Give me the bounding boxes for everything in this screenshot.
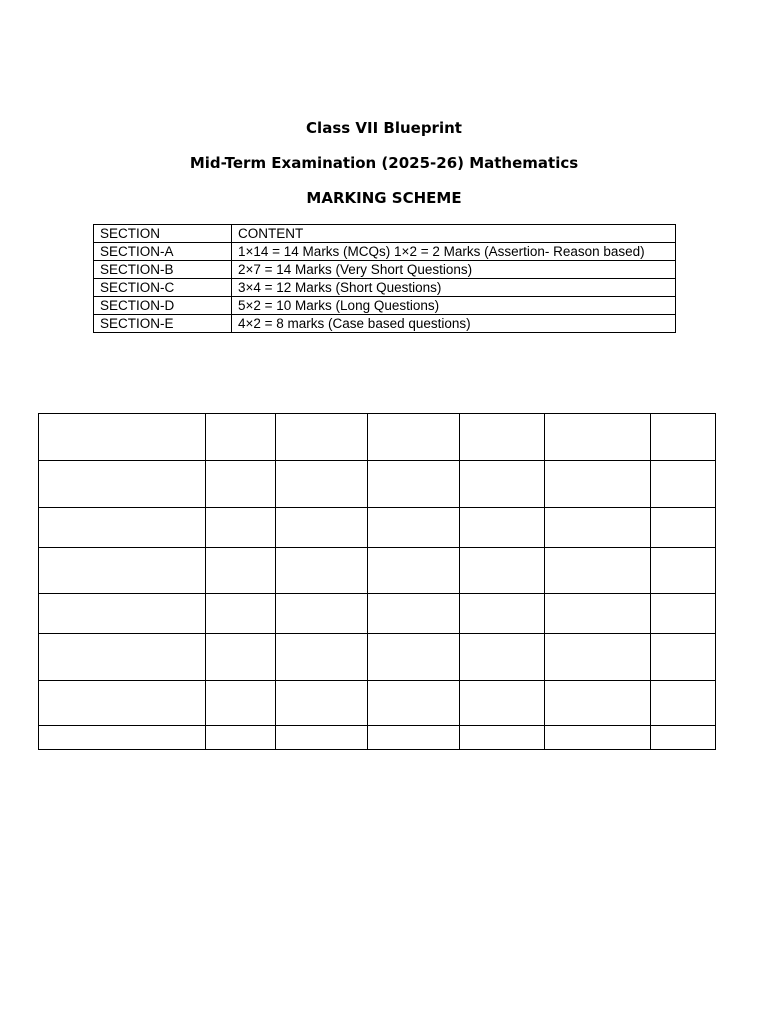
grid-cell — [460, 726, 545, 750]
grid-cell — [651, 548, 716, 594]
grid-cell — [368, 681, 460, 726]
grid-cell — [460, 594, 545, 634]
grid-cell — [39, 681, 206, 726]
grid-cell — [545, 726, 651, 750]
grid-row — [39, 681, 716, 726]
section-cell: SECTION-A — [94, 243, 232, 261]
grid-cell — [460, 548, 545, 594]
content-cell: 5×2 = 10 Marks (Long Questions) — [232, 297, 676, 315]
grid-cell — [206, 681, 276, 726]
section-cell: SECTION-D — [94, 297, 232, 315]
grid-cell — [545, 634, 651, 681]
grid-cell — [651, 634, 716, 681]
grid-cell — [651, 508, 716, 548]
grid-cell — [39, 461, 206, 508]
grid-cell — [368, 634, 460, 681]
grid-cell — [651, 681, 716, 726]
grid-cell — [368, 508, 460, 548]
header-section: SECTION — [94, 225, 232, 243]
grid-cell — [545, 414, 651, 461]
grid-row — [39, 414, 716, 461]
content-cell: 1×14 = 14 Marks (MCQs) 1×2 = 2 Marks (Assertion- Reason based) — [232, 243, 676, 261]
marking-scheme-table — [93, 224, 676, 333]
table-row — [94, 297, 676, 315]
grid-row — [39, 548, 716, 594]
grid-row — [39, 594, 716, 634]
grid-cell — [545, 548, 651, 594]
table-row — [94, 279, 676, 297]
content-cell: 3×4 = 12 Marks (Short Questions) — [232, 279, 676, 297]
grid-cell — [39, 548, 206, 594]
exam-title: Mid-Term Examination (2025-26) Mathematics — [189, 154, 579, 172]
blueprint-grid-table — [38, 413, 716, 750]
grid-cell — [651, 594, 716, 634]
grid-cell — [460, 414, 545, 461]
grid-cell — [276, 548, 368, 594]
grid-cell — [460, 508, 545, 548]
grid-cell — [460, 681, 545, 726]
grid-cell — [651, 461, 716, 508]
table-row — [94, 261, 676, 279]
grid-row — [39, 508, 716, 548]
grid-row — [39, 461, 716, 508]
grid-cell — [368, 461, 460, 508]
grid-cell — [206, 461, 276, 508]
grid-cell — [206, 726, 276, 750]
grid-cell — [39, 726, 206, 750]
section-cell: SECTION-B — [94, 261, 232, 279]
content-cell: 2×7 = 14 Marks (Very Short Questions) — [232, 261, 676, 279]
grid-cell — [460, 461, 545, 508]
grid-cell — [206, 508, 276, 548]
grid-cell — [206, 414, 276, 461]
table-row — [94, 315, 676, 333]
grid-row — [39, 634, 716, 681]
grid-cell — [276, 634, 368, 681]
grid-cell — [651, 726, 716, 750]
grid-cell — [39, 414, 206, 461]
grid-row — [39, 726, 716, 750]
grid-cell — [276, 594, 368, 634]
grid-cell — [368, 414, 460, 461]
content-cell: 4×2 = 8 marks (Case based questions) — [232, 315, 676, 333]
grid-cell — [460, 634, 545, 681]
section-cell: SECTION-E — [94, 315, 232, 333]
grid-cell — [276, 414, 368, 461]
grid-cell — [206, 548, 276, 594]
grid-cell — [368, 594, 460, 634]
grid-cell — [206, 634, 276, 681]
grid-cell — [276, 726, 368, 750]
grid-cell — [651, 414, 716, 461]
table-row — [94, 243, 676, 261]
grid-cell — [276, 508, 368, 548]
grid-cell — [545, 508, 651, 548]
grid-cell — [545, 681, 651, 726]
grid-cell — [545, 461, 651, 508]
document-title: Class VII Blueprint — [306, 119, 462, 137]
grid-cell — [368, 726, 460, 750]
grid-cell — [276, 681, 368, 726]
grid-cell — [39, 594, 206, 634]
grid-cell — [545, 594, 651, 634]
header-content: CONTENT — [232, 225, 676, 243]
grid-cell — [368, 548, 460, 594]
grid-cell — [39, 634, 206, 681]
grid-cell — [206, 594, 276, 634]
section-cell: SECTION-C — [94, 279, 232, 297]
marking-scheme-heading: MARKING SCHEME — [306, 189, 462, 207]
grid-cell — [276, 461, 368, 508]
table-header-row — [94, 225, 676, 243]
grid-cell — [39, 508, 206, 548]
